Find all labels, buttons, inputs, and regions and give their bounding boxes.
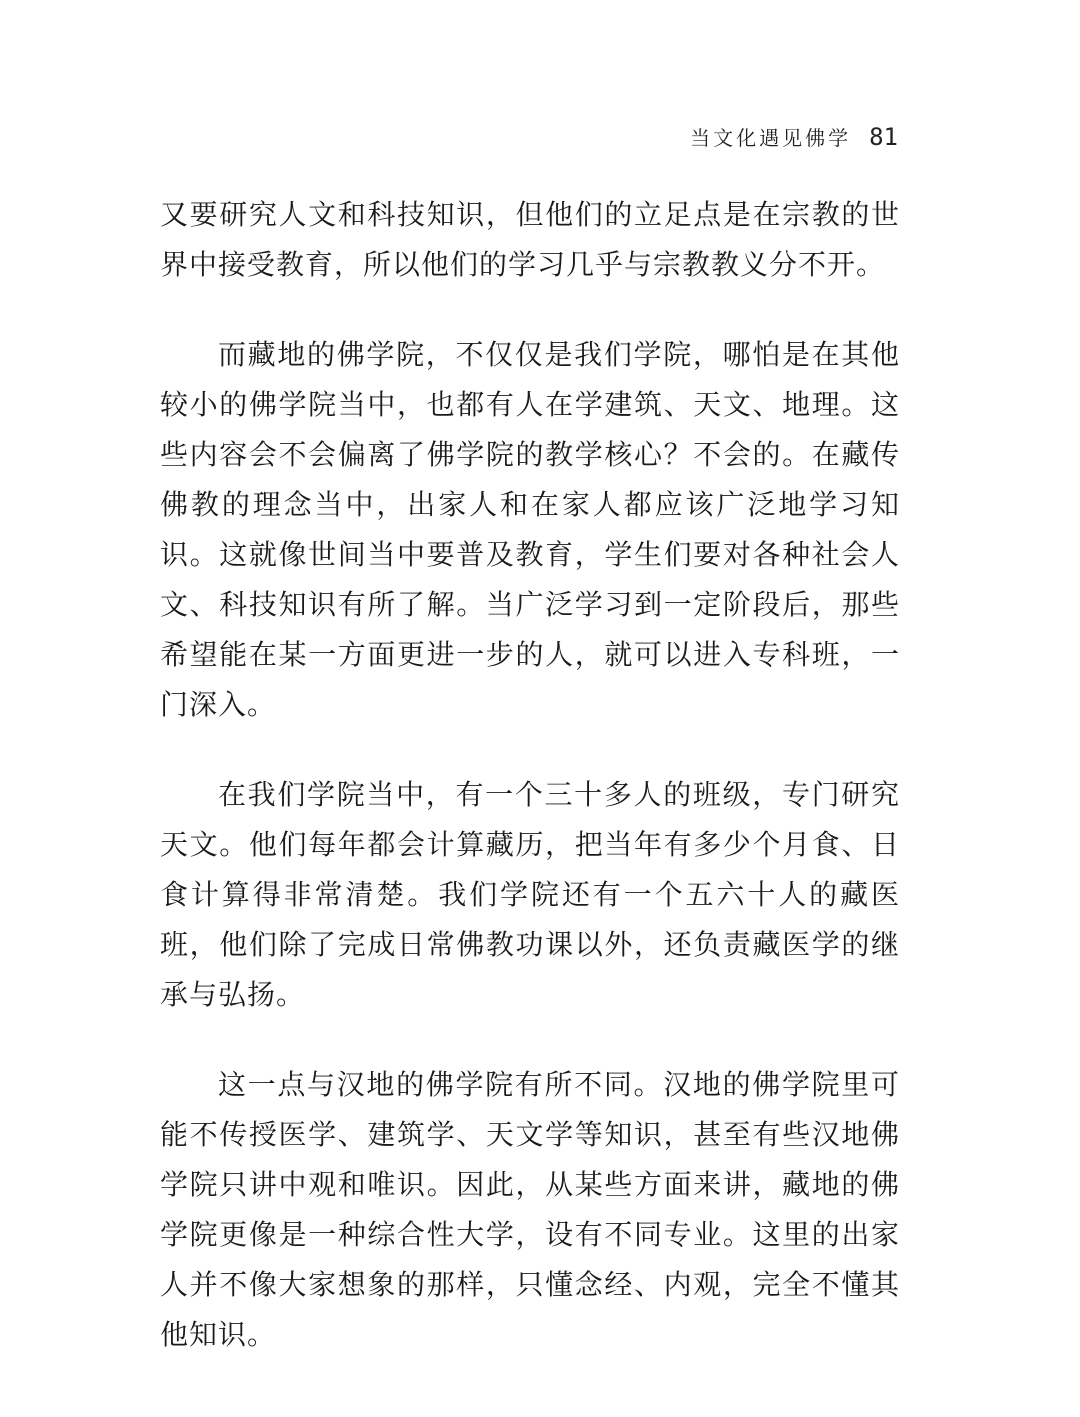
page-header — [690, 122, 898, 151]
paragraph-2: 而藏地的佛学院，不仅仅是我们学院，哪怕是在其他较小的佛学院当中，也都有人在学建筑、天文、地理。这些内容会不会偏离了佛学院的教学核心？不会的。在藏传佛教的理念当中，出家人和在家人都应该广泛地学习知识。这就像世间当中要普及教育，学生们要对各种社会人文、科技知识有所了解。当广泛学习到一定阶段后，那些希望能在某一方面更进一步的人，就可以进入专科班，一门深入。 — [160, 338, 900, 721]
paragraph-1: 又要研究人文和科技知识，但他们的立足点是在宗教的世界中接受教育，所以他们的学习几乎与宗教教义分不开。 — [160, 198, 900, 281]
body-text — [160, 190, 900, 1400]
page-number: 81 — [869, 123, 898, 151]
paragraph-3: 在我们学院当中，有一个三十多人的班级，专门研究天文。他们每年都会计算藏历，把当年有多少个月食、日食计算得非常清楚。我们学院还有一个五六十人的藏医班，他们除了完成日常佛教功课以外，还负责藏医学的继承与弘扬。 — [160, 778, 900, 1011]
running-title: 当文化遇见佛学 — [690, 126, 852, 150]
paragraph-4: 这一点与汉地的佛学院有所不同。汉地的佛学院里可能不传授医学、建筑学、天文学等知识，甚至有些汉地佛学院只讲中观和唯识。因此，从某些方面来讲，藏地的佛学院更像是一种综合性大学，设有不同专业。这里的出家人并不像大家想象的那样，只懂念经、内观，完全不懂其他知识。 — [160, 1068, 900, 1351]
